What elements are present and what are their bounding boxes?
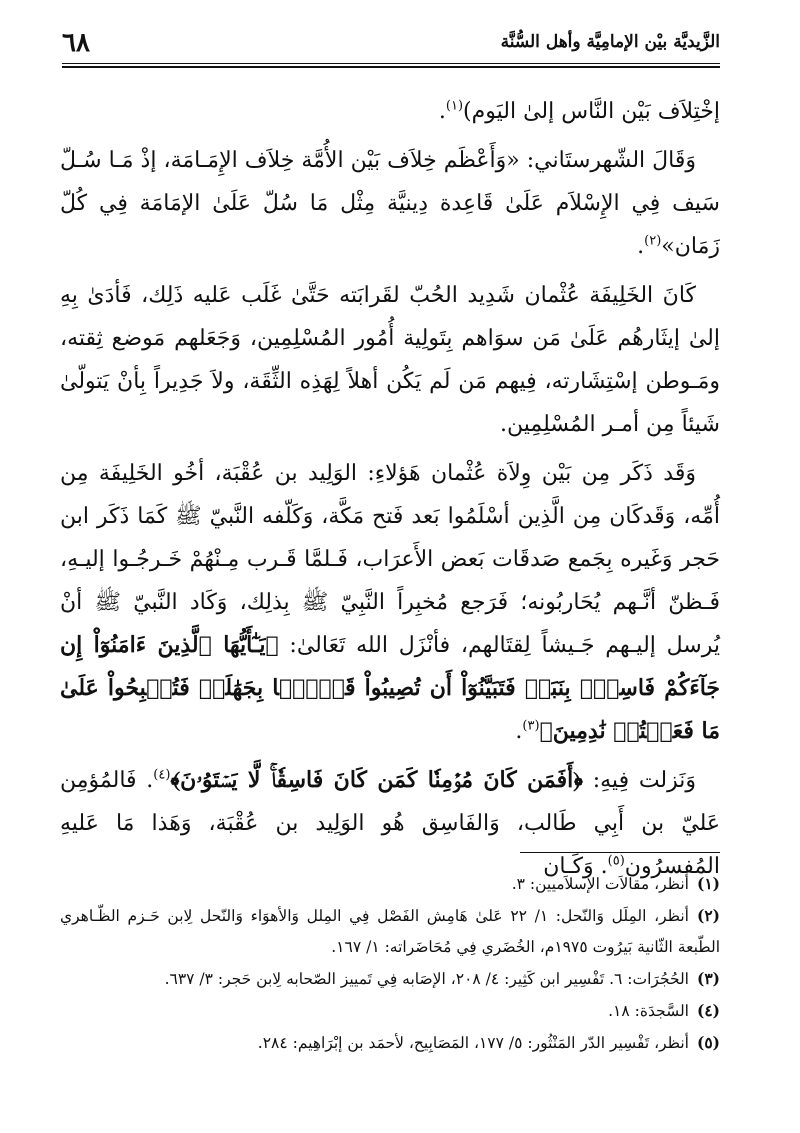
quran-verse-1: ﴿يَـٰٓأَيُّهَا ٱلَّذِينَ ءَامَنُوٓاْ إِن جَآءَكُمْ فَاسِقُۢ بِنَبَإٖ فَتَبَيَّنُوٓاْ أَن تُصِيبُواْ قَوۡمَۢا بِجَهَٰلَةٖ فَتُصۡبِحُواْ عَلَىٰ مَا فَعَلۡتُمۡ نَٰدِمِينَ﴾ — [60, 632, 720, 744]
paragraph-2-text: وَقَالَ الشّهرستَاني: «وَأَعْظَم خِلاَف بَيْن الأُمَّة خِلاَف الإِمَـامَة، إذْ مَـا سُـلّ سَيف فِي الإِسْلاَم عَلَىٰ قَاعِدة دِينيَّة مِثْل مَا سُلّ عَلَىٰ الإمَامَة فِي كُلّ زَمَان» — [60, 148, 720, 259]
footnote-ref-5: (٥) — [607, 853, 625, 869]
footnote-2 — [60, 900, 720, 963]
footnote-text: أنظر، تَفْسِير الدّر المَنْثُور: ٥/ ١٧٧، المَصَابِيح، لأحمَد بن إبْرَاهِيم: ٢٨٤. — [257, 1034, 689, 1052]
paragraph-2-tail: . — [637, 234, 645, 259]
paragraph-3-text: كَانَ الخَلِيفَة عُثْمان شَدِيد الحُبّ لقَرابَته حَتَّىٰ غَلَب عَليه ذَلِك، فَأدَىٰ بِهِ إلىٰ إيثَارهُم عَلَىٰ مَن سوَاهم بِتَولِية أُمُور المُسْلِمِين، وَجَعَلهم مَوضع ثِقته، ومَـوطن إسْتِشَارته، فِيهم مَن لَم يَكُن أهلاً لِهَذِه الثِّقَة، ولاَ جَدِيراً بِأنْ يَتولّىٰ شَيئاً مِن أمـر المُسْلِمِين. — [60, 283, 720, 437]
paragraph-2 — [60, 139, 720, 268]
footnote-text: الحُجُرَات: ٦. تَفْسِير ابن كَثِير: ٤/ ٢٠٨، الإصَابه فِي تَمييز الصّحابه لِابن حَجر: ٣/ ٦٣٧. — [164, 970, 689, 988]
book-title: الزَّيديَّة بيْن الإمامِيَّة وأهل السُّنَّة — [500, 32, 720, 52]
footnote-text: أنظر، مقالاَت الإسلاَميين: ٣. — [511, 875, 689, 893]
footnote-ref-4: (٤) — [153, 767, 171, 783]
footnote-text: السَّجدَة: ١٨. — [608, 1002, 689, 1020]
paragraph-5-after: . فَالمُؤمِن عَليّ بن أَبِي طَالب، وَالفَاسِق هُو الوَلِيد بن عُقْبَة، وَهَذا مَا عَليهِ المُفسرُون — [60, 768, 720, 879]
paragraph-1-tail: . — [438, 99, 446, 124]
paragraph-4-text: وَقَد ذَكَر مِن بَيْن وِلاَة عُثْمان هَؤلاءِ: الوَلِيد بن عُقْبَة، أخُو الخَلِيفَة مِن أُمِّه، وَقَدكَان مِن الَّذِين أسْلَمُوا بَعد فَتح مَكَّة، وَكَلّفه النَّبيّ ﷺ كَمَا ذَكَر ابن حَجر وَغَيره بِجَمع صَدقَات بَعض الأَعرَاب، فَـلمَّا قَـرب مِـنْهُمْ خَـرجُـوا إليـهِ، فَـظنّ أنَّـهم يُحَاربُونه؛ فَرَجع مُخبِراً النَّبِيّ ﷺ بِذلِك، وَكَاد النَّبيّ ﷺ أنْ يُرسل إليـهم جَـيشاً لِقتَالهم، فأنْزَل الله تَعَالىٰ: — [60, 461, 720, 658]
footnote-ref-2: (٢) — [644, 233, 662, 249]
paragraph-1-text: إخْتِلاَف بَيْن النَّاس إلىٰ اليَوم) — [463, 99, 720, 124]
footnote-number: (٢) — [696, 906, 720, 925]
footnote-text: أنظر، المِلَل وَالنّحل: ١/ ٢٢ عَلىٰ هَامِش الفَصْل فِي المِلل وَالأهوَاء وَالنّحل لِابن حَـزم الظّـاهري الطّبعة الثّانية بَيرُوت ١٩٧٥م، الخُضَري فِي مُحَاضَراته: ١/ ١٦٧. — [60, 907, 720, 956]
paragraph-4 — [60, 452, 720, 753]
footnote-4 — [60, 995, 720, 1027]
paragraph-4-tail: . — [515, 719, 523, 744]
footnote-5 — [60, 1027, 720, 1059]
quran-verse-2: ﴿أَفَمَن كَانَ مُؤۡمِنٗا كَمَن كَانَ فَاسِقٗاۚ لَّا يَسۡتَوُۥنَ﴾ — [170, 767, 583, 793]
header-rule — [62, 66, 720, 68]
running-header — [62, 28, 720, 68]
footnote-ref-1: (١) — [445, 98, 464, 114]
paragraph-5-tail: . وَكَـان — [543, 854, 608, 879]
footnote-number: (١) — [696, 874, 720, 893]
footnote-number: (٤) — [696, 1001, 720, 1020]
page-number: ٦٨ — [62, 28, 90, 58]
footnote-1 — [60, 868, 720, 900]
footnote-ref-3: (٣) — [522, 718, 540, 734]
main-text — [60, 90, 720, 894]
paragraph-3 — [60, 274, 720, 446]
paragraph-5-text: وَنَزلت فِيهِ: — [592, 768, 697, 793]
header-rule-thin — [62, 63, 720, 64]
footnote-3 — [60, 963, 720, 995]
footnote-separator — [520, 852, 720, 853]
footnotes — [60, 868, 720, 1059]
footnote-number: (٣) — [696, 969, 720, 988]
paragraph-1 — [60, 90, 720, 133]
footnote-number: (٥) — [696, 1033, 720, 1052]
